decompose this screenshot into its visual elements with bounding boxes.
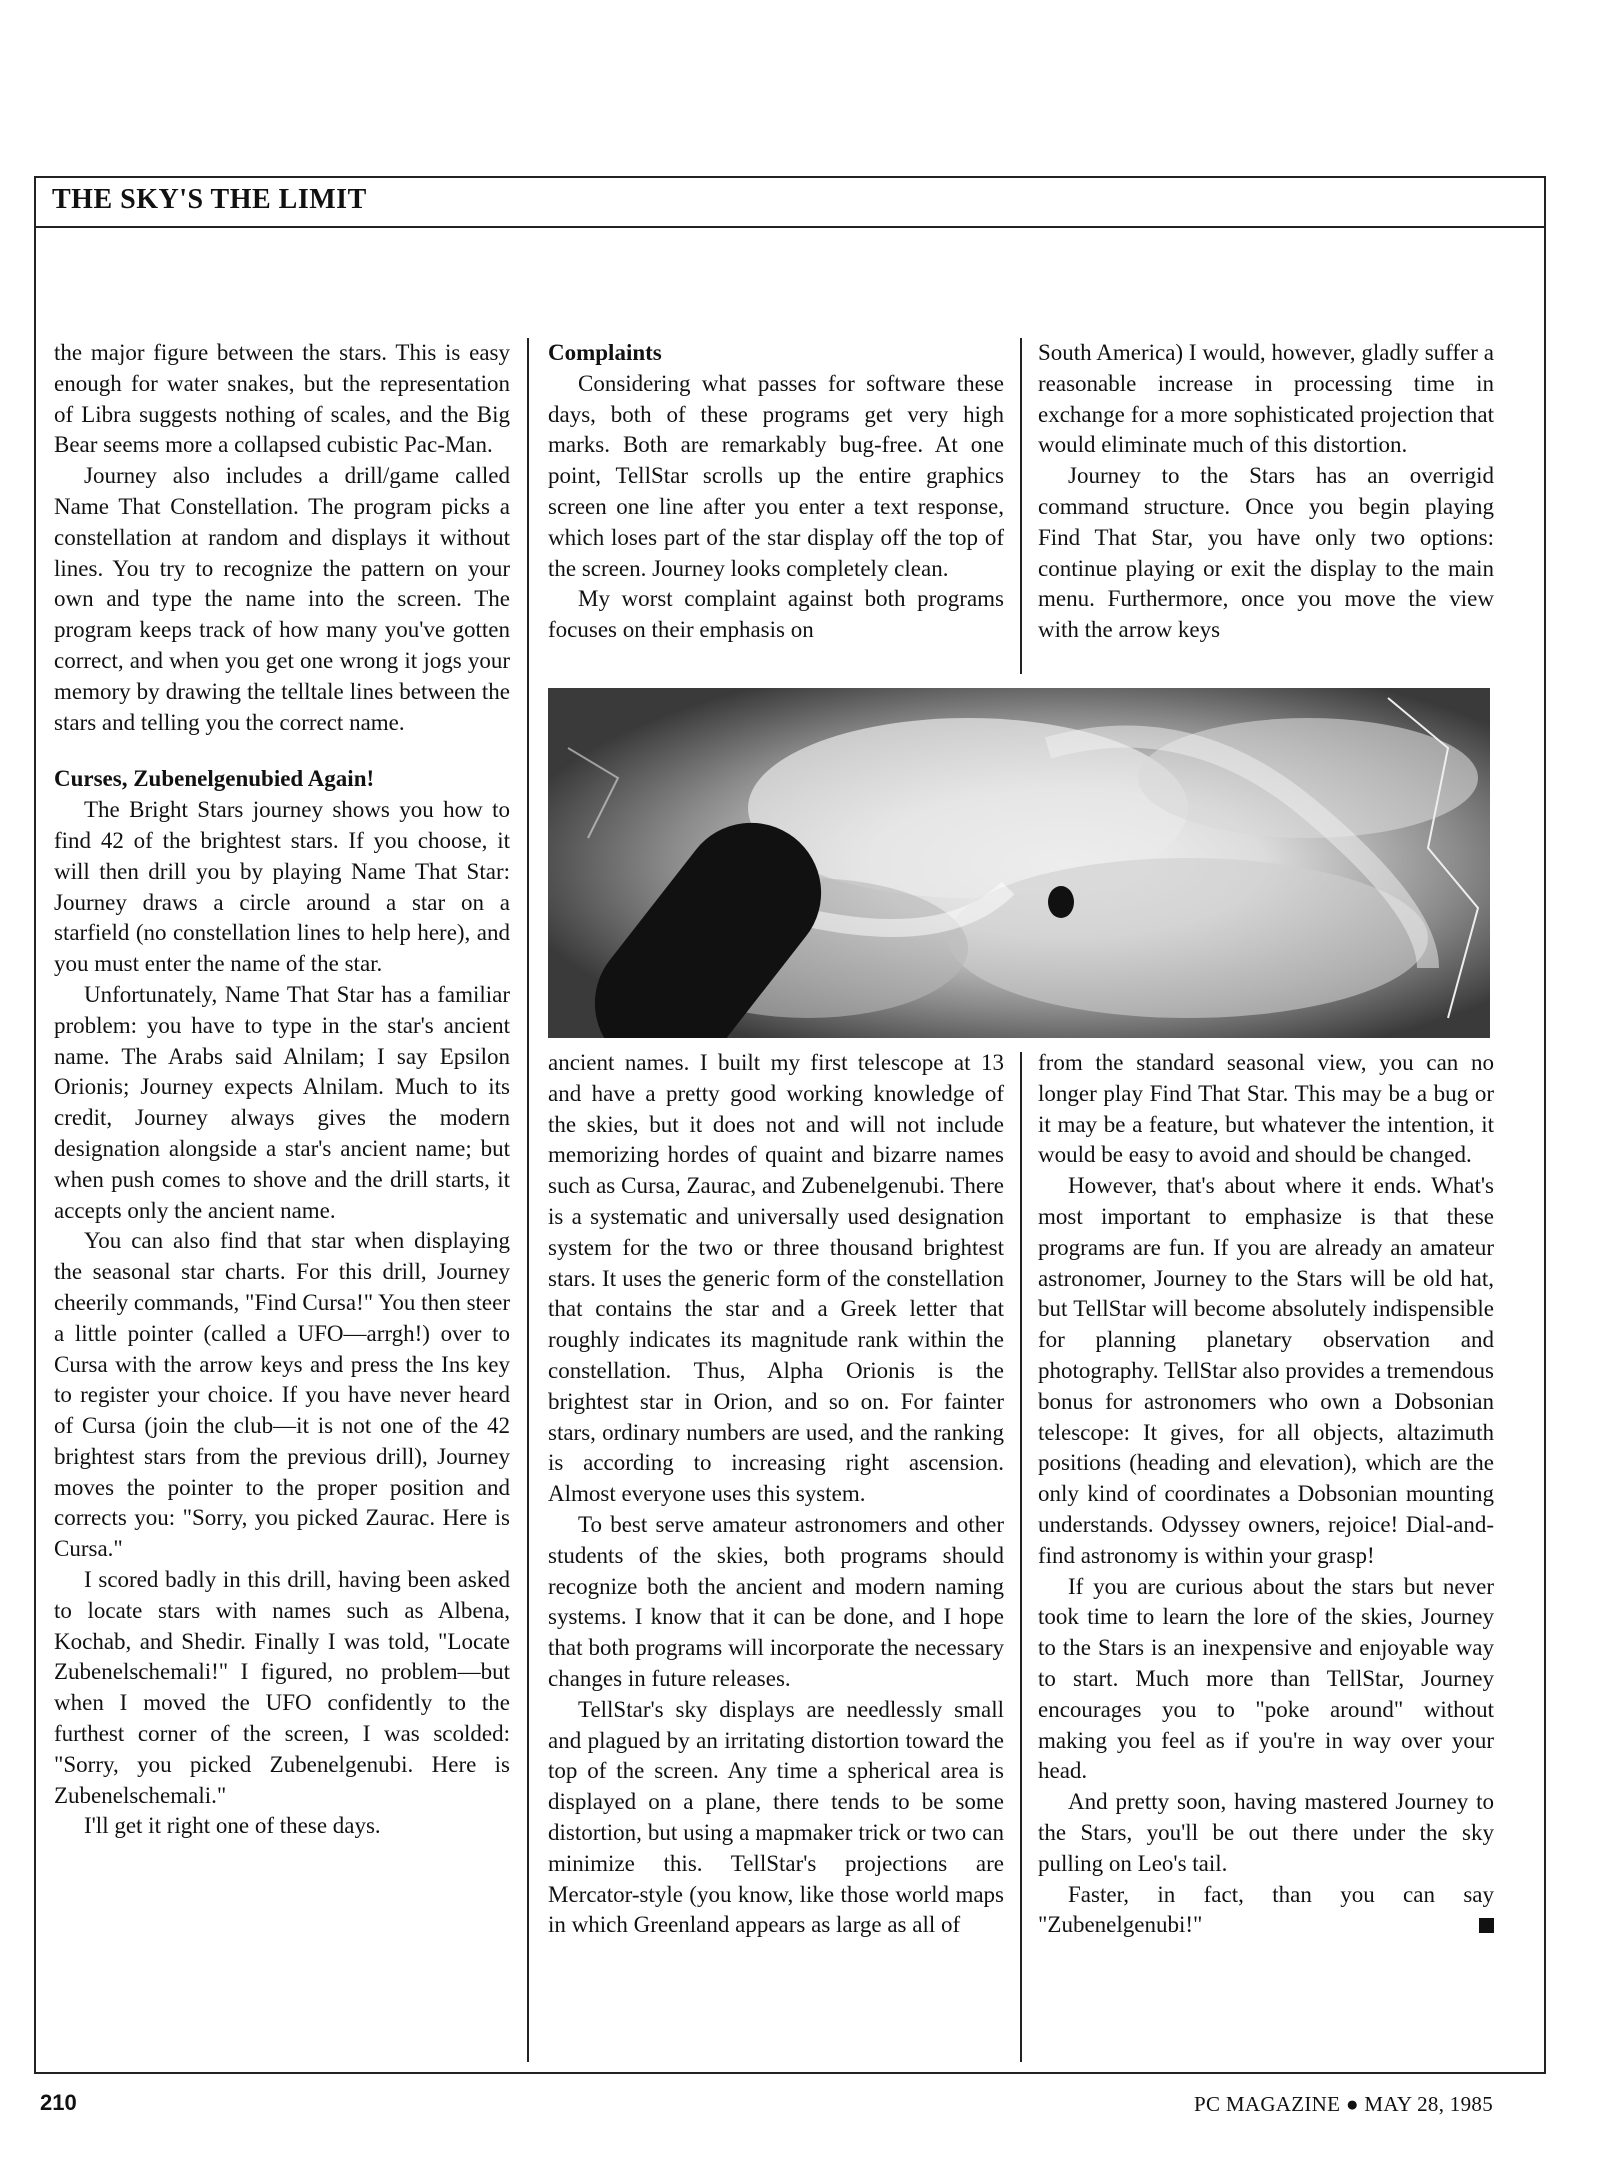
hurricane-satellite-photo bbox=[548, 688, 1490, 1038]
paragraph: the major figure between the stars. This is easy enough for water snakes, but the representation of Libra suggests nothing of scales, and the Big Bear seems more a collapsed cubistic Pac-Man. bbox=[54, 340, 510, 458]
paragraph: Considering what passes for software these days, both of these programs get very high marks. Both are remarkably bug-free. At one point, TellStar scrolls up the entire graphics screen one line after you enter a text response, which loses part of the star display off the top of the screen. Journey looks completely clean. bbox=[548, 370, 1004, 581]
paragraph: I scored badly in this drill, having been asked to locate stars with names such as Albena, Kochab, and Shedir. Finally I was told, "Locate Zubenelschemali!" I figured, no problem—but when I moved the UFO confidently to the furthest corner of the screen, I was scolded: "Sorry, you picked Zubenelgenubi. Here is Zubenelschemali." bbox=[54, 1567, 510, 1808]
closing-line: Faster, in fact, than you can say "Zubenelgenubi!" bbox=[1038, 1881, 1494, 1938]
paragraph: TellStar's sky displays are needlessly small and plagued by an irritating distortion toward the top of the screen. Any time a spherical area is displayed on a plane, there tends to be some distortion, but using a mapmaker trick or two can minimize this. TellStar's projections are Mercator-style (you know, like those world maps in which Greenland appears as large as all of bbox=[548, 1696, 1004, 1938]
header-rule bbox=[34, 226, 1546, 228]
column-divider-2-bottom bbox=[1020, 1052, 1022, 2062]
paragraph: The Bright Stars journey shows you how to find 42 of the brightest stars. If you choose, it will then drill you by playing Name That Star: Journey draws a circle around a star on a starfield (no constellation lines to help here), and you must enter the name of the star. bbox=[54, 797, 510, 977]
paragraph: You can also find that star when displaying the seasonal star charts. For this drill, Journey cheerily commands, "Find Cursa!" You then steer a little pointer (called a UFO—arrgh!) over to Cursa with the arrow keys and press the Ins key to register your choice. If you have never heard of Cursa (join the club—it is not one of the 42 brightest stars from the previous drill), Journey moves the pointer to the proper position and corrects you: "Sorry, you picked Zaurac. Here is Cursa." bbox=[54, 1228, 510, 1562]
publication-line: PC MAGAZINE ● MAY 28, 1985 bbox=[1194, 2092, 1493, 2116]
paragraph: If you are curious about the stars but never took time to learn the lore of the skies, Journey to the Stars is an inexpensive and enjoyable way to start. Much more than TellStar, Journey encourages you to "poke around" without making you feel as if you're in way over your head. bbox=[1038, 1573, 1494, 1784]
page-number: 210 bbox=[40, 2090, 77, 2115]
paragraph: And pretty soon, having mastered Journey to the Stars, you'll be out there under the sky pulling on Leo's tail. bbox=[1038, 1789, 1494, 1876]
column-2-bottom bbox=[548, 1048, 1004, 1941]
paragraph: To best serve amateur astronomers and other students of the skies, both programs should recognize both the ancient and modern naming systems. I know that it can be done, and I hope that both programs will incorporate the necessary changes in future releases. bbox=[548, 1511, 1004, 1691]
paragraph: South America) I would, however, gladly suffer a reasonable increase in processing time in exchange for a more sophisticated projection that would eliminate much of this distortion. bbox=[1038, 340, 1494, 458]
paragraph: Journey also includes a drill/game called Name That Constellation. The program picks a constellation at random and displays it without lines. You try to recognize the pattern on your own and type the name into the screen. The program keeps track of how many you've gotten correct, and when you get one wrong it jogs your memory by drawing the telltale lines between the stars and telling you the correct name. bbox=[54, 463, 510, 735]
column-divider-1 bbox=[527, 338, 529, 2062]
column-1 bbox=[54, 338, 510, 1842]
paragraph: from the standard seasonal view, you can no longer play Find That Star. This may be a bug or it may be a feature, but whatever the intention, it would be easy to avoid and should be changed. bbox=[1038, 1050, 1494, 1168]
paragraph: I'll get it right one of these days. bbox=[84, 1813, 381, 1839]
column-3-bottom bbox=[1038, 1048, 1494, 1941]
paragraph: Unfortunately, Name That Star has a familiar problem: you have to type in the star's ancient name. The Arabs said Alnilam; I say Epsilon Orionis; Journey expects Alnilam. Much to its credit, Journey always gives the modern designation alongside a star's ancient name; but when push comes to shove and the drill starts, it accepts only the ancient name. bbox=[54, 981, 510, 1223]
hurricane-eye bbox=[1048, 886, 1074, 918]
paragraph-final bbox=[1038, 1880, 1494, 1942]
paragraph: However, that's about where it ends. What's most important to emphasize is that these programs are fun. If you are already an amateur astronomer, Journey to the Stars will be old hat, but TellStar will become absolutely indispensible for planning planetary observation and photography. TellStar also provides a tremendous bonus for astronomers who own a Dobsonian telescope: It gives, for all objects, altazimuth positions (heading and elevation), which are the only kind of coordinates a Dobsonian mounting understands. Odyssey owners, rejoice! Dial-and-find astronomy is within your grasp! bbox=[1038, 1173, 1494, 1568]
paragraph: My worst complaint against both programs focuses on their emphasis on bbox=[548, 586, 1004, 643]
subheading: Complaints bbox=[548, 340, 662, 365]
paragraph: ancient names. I built my first telescope at 13 and have a pretty good working knowledge of the skies, but it does not and will not include memorizing hordes of quaint and bizarre names such as Cursa, Zaurac, and Zubenelgenubi. There is a systematic and universally used designation system for the two or three thousand brightest stars. It uses the generic form of the constellation that contains the star and a Greek letter that roughly indicates its magnitude rank within the constellation. Thus, Alpha Orionis is the brightest star in Orion, and so on. For fainter stars, ordinary numbers are used, and the ranking is according to increasing right ascension. Almost everyone uses this system. bbox=[548, 1050, 1004, 1507]
subheading: Curses, Zubenelgenubied Again! bbox=[54, 766, 375, 792]
satellite-image bbox=[548, 688, 1490, 1038]
section-title: THE SKY'S THE LIMIT bbox=[52, 184, 367, 215]
paragraph: Journey to the Stars has an overrigid command structure. Once you begin playing Find That Star, you have only two options: continue playing or exit the display to the main menu. Furthermore, once you move the view with the arrow keys bbox=[1038, 463, 1494, 643]
column-2-top bbox=[548, 338, 1004, 646]
column-divider-2-top bbox=[1020, 338, 1022, 674]
end-of-article-mark bbox=[1479, 1918, 1494, 1933]
column-3-top bbox=[1038, 338, 1494, 646]
